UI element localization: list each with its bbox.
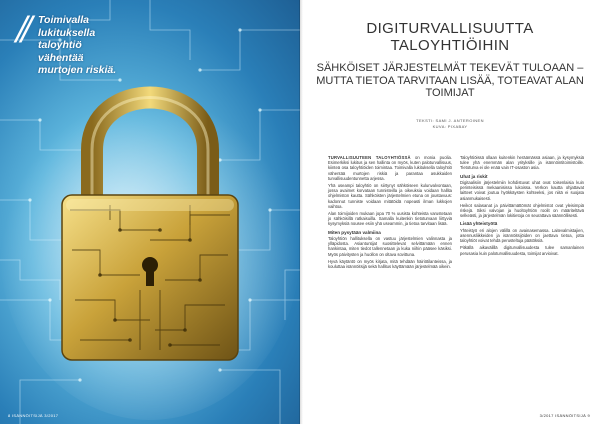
subheading: Miten pysytään valmiina [328,229,381,235]
article-paragraph: Alan toimijoiden mukaan jopa 70 % uusista kohteista varustetaan jo sähköisillä ratkaisuilla. Samalla kuitenkin tietoturvaan liittyviä kysymyksiä nousee esiin yhä useammin, ja tietoa tarvitaan lisää. [328,211,452,227]
article-paragraph: Heikot salasanat ja päivittämättömät ohjelmistot ovat yleisimpiä riskejä. Siksi valvojan ja huoltoyhtiön roolit on määriteltävä selkeästi, ja järjestelmän lokitietoja on seurattava säännöllisesti. [460,202,584,219]
article-paragraph: Pitkällä aikavälillä digiturvallisuudesta tulee samanlainen perusasia kuin paloturvallisuudesta, toimijat arvioivat. [460,245,584,256]
article-paragraph: Hyvä käytäntö on myös kirjata, mitä tehdään häiriötilanteissa, ja kouluttaa isännöitsijä sekä hallitus käyttämään järjestelmää oikein. [328,258,452,270]
folio-right: 3/2017 ISÄNNÖITSIJÄ 9 [539,413,590,418]
article-column-1 [328,155,452,271]
subheading: Lisää yhteistyötä [460,221,498,227]
article-paragraph: Taloyhtiön hallituksella on vastuu järjestelmien valinnasta ja ylläpidosta. Asiantuntijat suosittelevat selvittämään ennen hankintaa, miten tiedot tallennetaan ja kuka niihin pääsee käsiksi. Myös päivitysten ja huollon on oltava sovittuna. [328,236,452,257]
article-paragraph: Yhä useampi taloyhtiö on siirtynyt sähköiseen kulunvalvontaan, jossa avaimet korvataan tunnisteilla ja oikeuksia voidaan hallita ohjelmiston kautta. Sähköisten järjestelmien etuna on joustavuus: kadonnut tunniste voidaan mitätöidä nopeasti ilman lukkojen vaihtoa. [328,183,452,209]
lead-in: TURVALLISUUTEEN TALOYHTIÖSSÄ [328,155,411,160]
subheading: Uhat ja riskit [460,173,488,179]
article-paragraph: Digitaalisiin järjestelmiin kohdistuvat uhat ovat toisenlaisia kuin perinteisissä mekaanisissa lukoissa. Verkon kautta ohjattavat laitteet voivat joutua hyökkäysten kohteeksi, jos niitä ei suojata asianmukaisesti. [460,180,584,201]
quote-mark: // [16,6,27,51]
article-column-2 [460,155,584,258]
credit-photo: KUVA: PIXABAY [432,124,468,129]
article-paragraph [328,155,452,181]
credit-text: TEKSTI: SAMI J. ANTEROINEN [416,118,484,123]
article-paragraph: Taloyhtiöissä ollaan kuitenkin heräämässä asiaan, ja kysymyksiä tulee yhä enemmän alan yrityksille ja isännöintitoimistoille. Tietoturva ei ole enää vain IT-osaston asia. [460,155,584,171]
right-page [300,0,600,424]
folio-left: 8 ISÄNNÖITSIJÄ 3/2017 [8,413,59,418]
article-subheadline: SÄHKÖISET JÄRJESTELMÄT TEKEVÄT TULOAAN – MUTTA TIETOA TARVITAAN LISÄÄ, TOTEAVAT ALAN TOIMIJAT [316,62,584,99]
article-paragraph: Yhteistyö eri alojen välillä on avainasemassa. Laitevalmistajien, asennusliikkeiden ja isännöitsijöiden on jaettava tietoa, jotta taloyhtiöt voivat tehdä perusteltuja päätöksiä. [460,227,584,244]
article-headline: DIGITURVALLISUUTTA TALOYHTIÖIHIN [366,20,534,54]
pull-quote: Toimivalla lukituksella taloyhtiö vähentää murtojen riskiä. [38,14,117,76]
article-credits [320,118,580,130]
paragraph-text: on monia puolia. Esimerkiksi lukitus ja sen hallinta on myös, kuten paloturvallisuus, kiinteä osa taloyhtiöiden toimintaa. Toimivalla lukituksella taloyhtiö vähentää murtojen riskiä ja parantaa asukkaiden turvallisuudentunnetta arjessa. [328,155,452,181]
